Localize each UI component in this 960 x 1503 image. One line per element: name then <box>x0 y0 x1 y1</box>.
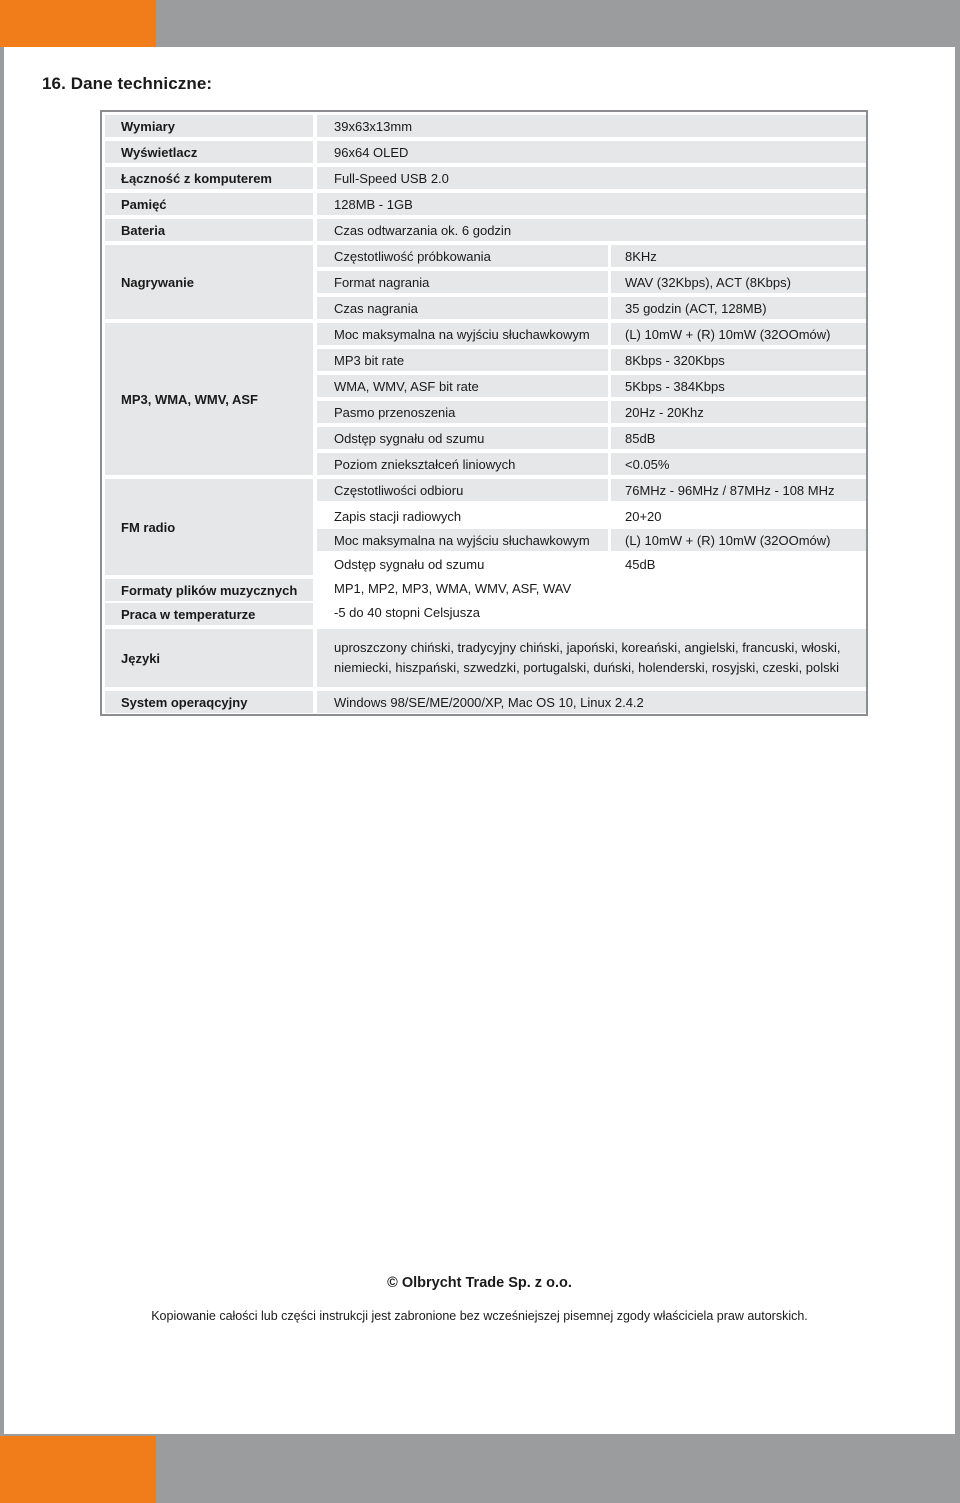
section-heading: 16. Dane techniczne: <box>42 74 213 93</box>
row-label-wyswietlacz: Wyświetlacz <box>105 141 313 163</box>
nagrywanie-item-value: 8KHz <box>611 245 866 267</box>
spec-table <box>100 110 868 716</box>
row-value-lacznosc: Full-Speed USB 2.0 <box>317 167 866 189</box>
fm-item-value: 76MHz - 96MHz / 87MHz - 108 MHz <box>611 479 866 501</box>
row-value-jezyki: uproszczony chiński, tradycyjny chiński, japoński, koreański, angielski, francuski, włoski, niemiecki, hiszpański, szwedzki, portugalski, duński, holenderski, rosyjski, czeski, polski <box>317 629 866 687</box>
row-value-wymiary: 39x63x13mm <box>317 115 866 137</box>
nagrywanie-item-name: Częstotliwość próbkowania <box>317 245 608 267</box>
mp3-item-name: MP3 bit rate <box>317 349 608 371</box>
row-label-pamiec: Pamięć <box>105 193 313 215</box>
row-value-temperatura: -5 do 40 stopni Celsjusza <box>334 605 480 620</box>
orange-accent-bar-bottom <box>0 1436 156 1503</box>
nagrywanie-item-name: Czas nagrania <box>317 297 608 319</box>
row-label-fm-radio: FM radio <box>105 479 313 575</box>
document-page <box>4 47 955 1434</box>
row-value-formaty: MP1, MP2, MP3, WMA, WMV, ASF, WAV <box>334 581 572 596</box>
nagrywanie-item-value: 35 godzin (ACT, 128MB) <box>611 297 866 319</box>
row-label-lacznosc: Łączność z komputerem <box>105 167 313 189</box>
row-label-formaty: Formaty plików muzycznych <box>105 579 313 601</box>
fm-item-name: Moc maksymalna na wyjściu słuchawkowym <box>317 529 608 551</box>
fm-item-name: Odstęp sygnału od szumu <box>334 557 485 572</box>
copyright-notice: Kopiowanie całości lub części instrukcji jest zabronione bez wcześniejszej pisemnej zgody właściciela praw autorskich. <box>151 1309 808 1323</box>
mp3-item-name: Poziom zniekształceń liniowych <box>317 453 608 475</box>
copyright-line: © Olbrycht Trade Sp. z o.o. <box>387 1275 572 1291</box>
mp3-item-value: <0.05% <box>611 453 866 475</box>
mp3-item-name: Pasmo przenoszenia <box>317 401 608 423</box>
mp3-item-value: 20Hz - 20Khz <box>611 401 866 423</box>
fm-item-value: (L) 10mW + (R) 10mW (32OOmów) <box>611 529 866 551</box>
mp3-item-name: Odstęp sygnału od szumu <box>317 427 608 449</box>
row-label-mp3: MP3, WMA, WMV, ASF <box>105 323 313 475</box>
row-label-nagrywanie: Nagrywanie <box>105 245 313 319</box>
row-value-bateria: Czas odtwarzania ok. 6 godzin <box>317 219 866 241</box>
row-value-system: Windows 98/SE/ME/2000/XP, Mac OS 10, Linux 2.4.2 <box>317 691 866 713</box>
nagrywanie-item-name: Format nagrania <box>317 271 608 293</box>
mp3-item-name: WMA, WMV, ASF bit rate <box>317 375 608 397</box>
row-value-pamiec: 128MB - 1GB <box>317 193 866 215</box>
mp3-item-value: (L) 10mW + (R) 10mW (32OOmów) <box>611 323 866 345</box>
row-value-wyswietlacz: 96x64 OLED <box>317 141 866 163</box>
row-label-bateria: Bateria <box>105 219 313 241</box>
fm-item-value: 45dB <box>625 557 656 572</box>
row-label-wymiary: Wymiary <box>105 115 313 137</box>
nagrywanie-item-value: WAV (32Kbps), ACT (8Kbps) <box>611 271 866 293</box>
mp3-item-value: 8Kbps - 320Kbps <box>611 349 866 371</box>
row-label-temperatura: Praca w temperaturze <box>105 603 313 625</box>
fm-item-name: Częstotliwości odbioru <box>317 479 608 501</box>
orange-accent-bar-top <box>0 0 156 47</box>
fm-item-value: 20+20 <box>625 509 662 524</box>
mp3-item-value: 5Kbps - 384Kbps <box>611 375 866 397</box>
mp3-item-name: Moc maksymalna na wyjściu słuchawkowym <box>317 323 608 345</box>
row-label-jezyki: Języki <box>105 629 313 687</box>
mp3-item-value: 85dB <box>611 427 866 449</box>
fm-item-name: Zapis stacji radiowych <box>334 509 462 524</box>
row-label-system: System operaqcyjny <box>105 691 313 713</box>
